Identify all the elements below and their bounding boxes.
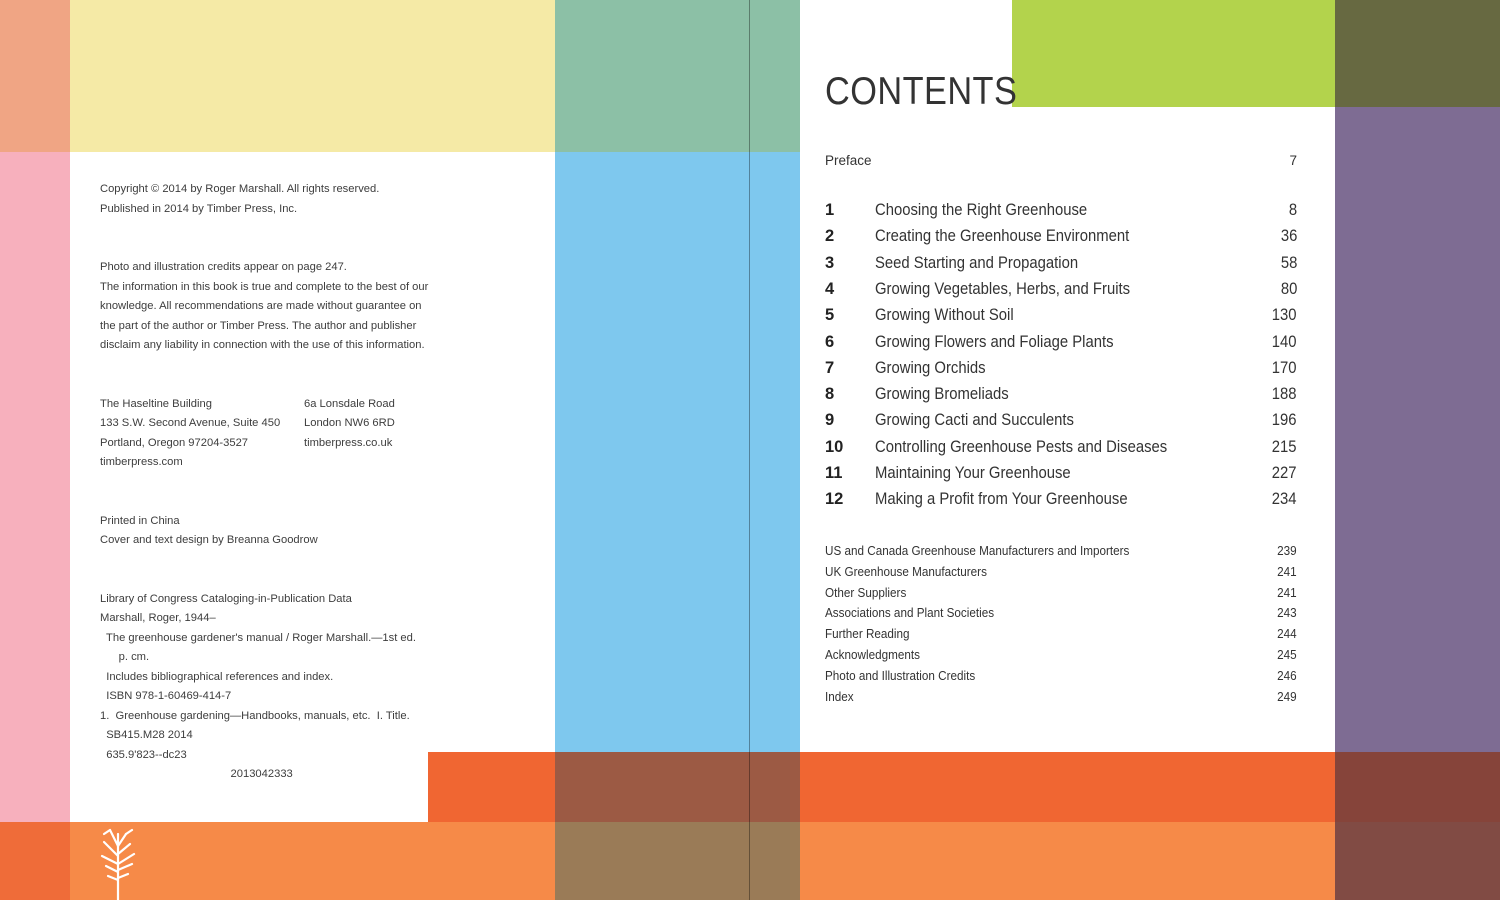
entry-title: US and Canada Greenhouse Manufacturers and Importers: [825, 543, 1130, 558]
back-matter-entry[interactable]: [825, 543, 1297, 564]
chapter-title: Growing Orchids: [875, 358, 986, 377]
copyright-block: [100, 180, 520, 219]
block-pale-yellow: [70, 0, 555, 152]
chapter-entry[interactable]: [825, 254, 1297, 280]
chapter-entry[interactable]: [825, 411, 1297, 437]
back-matter-entry[interactable]: [825, 585, 1297, 606]
back-matter-entry[interactable]: [825, 689, 1297, 710]
entry-page: 7: [1289, 153, 1297, 168]
cip-line: Library of Congress Cataloging-in-Publication Data: [100, 592, 352, 605]
chapter-entry[interactable]: [825, 359, 1297, 385]
chapter-page: 36: [1280, 227, 1297, 246]
preface-entry[interactable]: [825, 153, 1297, 168]
chapter-entry[interactable]: [825, 464, 1297, 490]
chapter-title: Growing Bromeliads: [875, 385, 1009, 404]
chapter-title: Growing Vegetables, Herbs, and Fruits: [875, 279, 1131, 298]
chapter-page: 130: [1272, 306, 1297, 325]
chapter-number: 4: [825, 279, 835, 298]
block-lime: [1012, 0, 1335, 107]
address-line: The Haseltine Building: [100, 397, 212, 410]
cip-line: Includes bibliographical references and index.: [100, 670, 334, 683]
chapter-entry[interactable]: [825, 333, 1297, 359]
entry-page: 241: [1277, 563, 1297, 579]
design-credit-line: Cover and text design by Breanna Goodrow: [100, 534, 318, 546]
cip-line: 635.9'823--dc23: [100, 748, 187, 761]
chapter-page: 8: [1288, 201, 1297, 219]
block-brown: [555, 752, 800, 822]
chapter-entry[interactable]: [825, 201, 1297, 227]
printed-in-line: Printed in China: [100, 514, 180, 527]
entry-title: Acknowledgments: [825, 647, 920, 662]
disclaimer-line: knowledge. All recommendations are made without guarantee on: [100, 300, 422, 312]
chapter-entry[interactable]: [825, 385, 1297, 411]
cip-line: Marshall, Roger, 1944–: [100, 612, 216, 624]
block-pink: [0, 152, 70, 822]
us-address: [100, 395, 304, 473]
address-line: 133 S.W. Second Avenue, Suite 450: [100, 417, 281, 429]
entry-page: 244: [1277, 626, 1297, 642]
chapter-title: Growing Without Soil: [875, 306, 1014, 325]
chapter-page: 188: [1272, 385, 1297, 404]
chapter-entry[interactable]: [825, 490, 1297, 516]
back-matter-entry[interactable]: [825, 564, 1297, 585]
block-dark-brown: [1335, 822, 1500, 900]
entry-title: Associations and Plant Societies: [825, 605, 995, 621]
entry-page: 245: [1277, 647, 1297, 662]
chapter-number: 6: [825, 332, 835, 351]
block-salmon: [0, 0, 70, 152]
chapter-entry[interactable]: [825, 306, 1297, 332]
block-purple: [1335, 107, 1500, 752]
block-red-orange-right: [800, 752, 1335, 822]
address-line: 6a Lonsdale Road: [304, 397, 395, 410]
book-spine: [749, 0, 750, 900]
publisher-line: Published in 2014 by Timber Press, Inc.: [100, 202, 298, 215]
chapter-number: 7: [825, 358, 835, 377]
tree-logo-icon: [98, 826, 138, 900]
entry-page: 239: [1277, 543, 1297, 558]
chapter-page: 140: [1272, 332, 1297, 351]
entry-page: 246: [1277, 667, 1297, 683]
back-matter-entry[interactable]: [825, 647, 1297, 668]
uk-address: [304, 395, 508, 473]
address-line: Portland, Oregon 97204-3527: [100, 436, 249, 449]
chapter-page: 215: [1272, 437, 1297, 456]
chapter-entry[interactable]: [825, 438, 1297, 464]
chapter-number: 3: [825, 253, 835, 272]
address-line: London NW6 6RD: [304, 417, 395, 429]
entry-page: 249: [1277, 688, 1297, 704]
chapter-number: 9: [825, 411, 835, 430]
block-dark-red: [1335, 752, 1500, 822]
disclaimer-line: the part of the author or Timber Press. The author and publisher: [100, 319, 417, 332]
cip-line: 1. Greenhouse gardening—Handbooks, manuals, etc. I. Title.: [100, 709, 410, 722]
chapter-title: Growing Cacti and Succulents: [875, 411, 1074, 430]
entry-title: Preface: [825, 153, 872, 168]
disclaimer-line: The information in this book is true and complete to the best of our: [100, 280, 429, 293]
chapter-title: Growing Flowers and Foliage Plants: [875, 332, 1114, 351]
chapter-page: 170: [1272, 358, 1297, 377]
cip-block: [100, 590, 520, 785]
entry-page: 243: [1277, 605, 1297, 621]
publisher-addresses: [100, 395, 520, 473]
cip-line: p. cm.: [100, 651, 150, 663]
website-link[interactable]: timberpress.co.uk: [304, 436, 393, 449]
block-olive: [1335, 0, 1500, 107]
disclaimer-block: [100, 258, 520, 356]
chapter-title: Making a Profit from Your Greenhouse: [875, 490, 1128, 509]
block-tan: [555, 822, 800, 900]
chapter-page: 227: [1272, 464, 1297, 482]
contents-title: CONTENTS: [825, 70, 1018, 113]
entry-title: Photo and Illustration Credits: [825, 667, 976, 683]
block-orange-left: [70, 822, 555, 900]
chapter-title: Controlling Greenhouse Pests and Diseases: [875, 437, 1168, 456]
copyright-line: Copyright © 2014 by Roger Marshall. All rights reserved.: [100, 183, 380, 195]
chapter-number: 8: [825, 385, 835, 404]
block-teal: [555, 0, 800, 152]
entry-title: Other Suppliers: [825, 584, 907, 600]
cip-line: 2013042333: [100, 768, 293, 780]
chapter-title: Maintaining Your Greenhouse: [875, 464, 1071, 482]
chapter-title: Choosing the Right Greenhouse: [875, 201, 1088, 219]
cip-line: ISBN 978-1-60469-414-7: [100, 690, 232, 702]
entry-title: UK Greenhouse Manufacturers: [825, 563, 987, 579]
chapter-title: Creating the Greenhouse Environment: [875, 227, 1130, 246]
chapter-entry[interactable]: [825, 227, 1297, 253]
chapter-page: 80: [1280, 279, 1297, 298]
chapter-number: 5: [825, 306, 835, 325]
chapter-page: 196: [1272, 411, 1297, 430]
disclaimer-line: Photo and illustration credits appear on page 247.: [100, 261, 347, 273]
back-matter-entry[interactable]: [825, 626, 1297, 647]
block-dark-orange: [0, 822, 70, 900]
entry-title: Further Reading: [825, 626, 910, 642]
chapter-title: Seed Starting and Propagation: [875, 253, 1079, 272]
chapter-number: 2: [825, 227, 835, 246]
back-matter-entry[interactable]: [825, 605, 1297, 626]
printing-block: [100, 512, 520, 551]
chapter-number: 11: [825, 464, 843, 482]
chapter-entry[interactable]: [825, 280, 1297, 306]
chapter-number: 1: [825, 201, 835, 219]
entry-page: 241: [1277, 584, 1297, 600]
cip-line: The greenhouse gardener's manual / Roger Marshall.—1st ed.: [100, 631, 416, 644]
cip-line: SB415.M28 2014: [100, 729, 193, 741]
copyright-page: [100, 180, 520, 785]
block-sky-blue: [555, 152, 800, 752]
entry-title: Index: [825, 688, 854, 704]
block-orange-right: [800, 822, 1335, 900]
disclaimer-line: disclaim any liability in connection with the use of this information.: [100, 339, 425, 351]
website-link[interactable]: timberpress.com: [100, 456, 183, 468]
chapter-page: 234: [1272, 490, 1297, 509]
chapter-number: 10: [825, 437, 844, 456]
back-matter-entry[interactable]: [825, 668, 1297, 689]
chapter-page: 58: [1280, 253, 1297, 272]
chapter-number: 12: [825, 490, 844, 509]
